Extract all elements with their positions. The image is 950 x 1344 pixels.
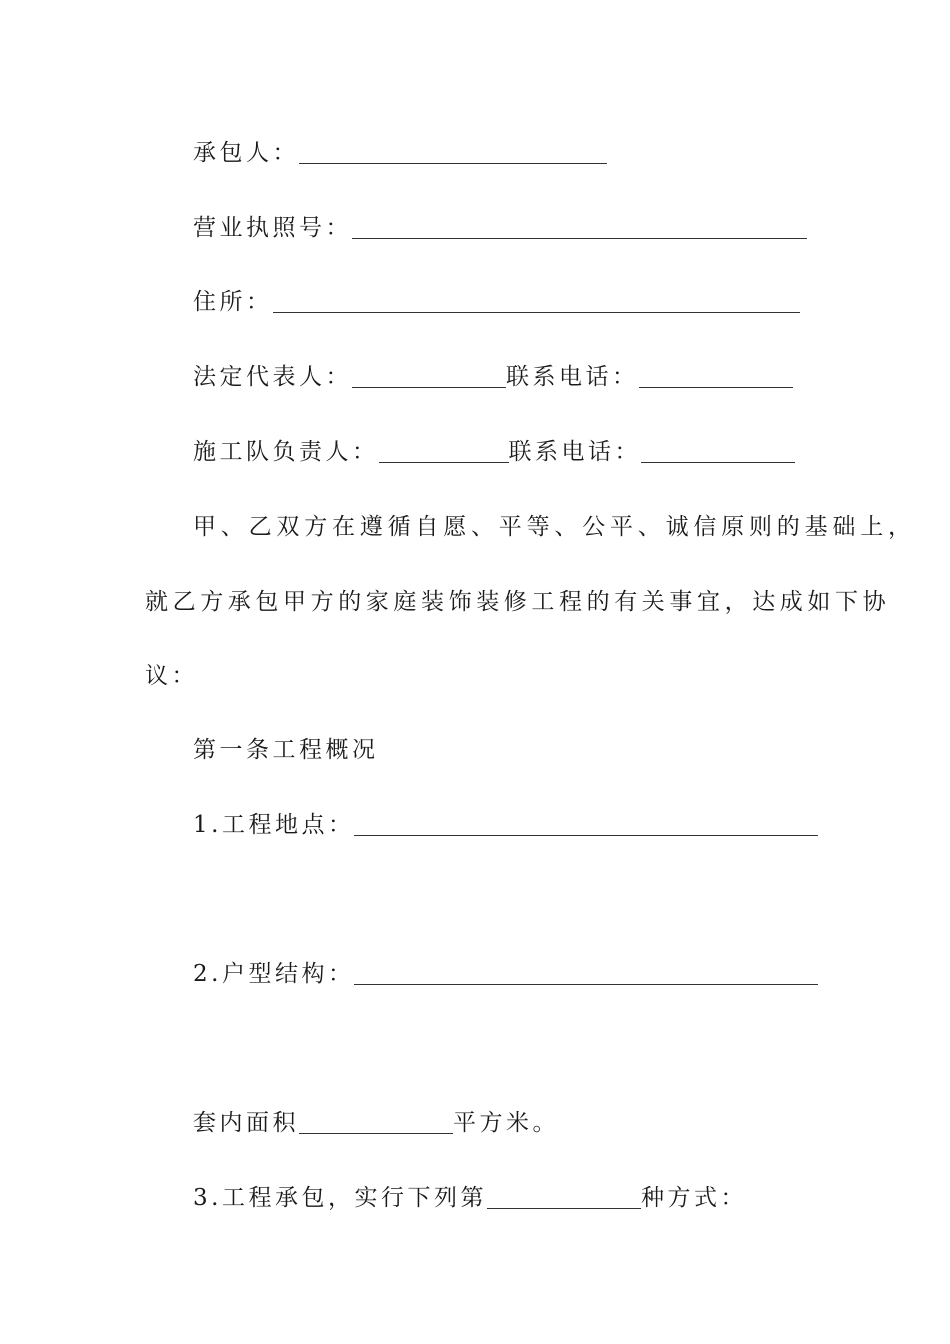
legal-rep-phone-label: 联系电话： xyxy=(506,364,639,390)
method-suffix: 种方式： xyxy=(640,1185,747,1211)
address-field[interactable] xyxy=(273,292,800,313)
team-leader-field[interactable] xyxy=(379,442,509,463)
area-line xyxy=(193,1108,559,1138)
legal-rep-field[interactable] xyxy=(352,367,506,388)
area-label: 套内面积 xyxy=(193,1110,299,1136)
layout-line xyxy=(193,959,818,989)
location-line xyxy=(193,810,818,840)
layout-label: 2.户型结构： xyxy=(193,961,355,987)
location-label: 1.工程地点： xyxy=(193,812,355,838)
license-label: 营业执照号： xyxy=(193,215,352,241)
preamble-line-1: 甲、乙双方在遵循自愿、平等、公平、诚信原则的基础上， xyxy=(193,514,916,540)
method-field[interactable] xyxy=(487,1188,641,1209)
area-unit: 平方米。 xyxy=(453,1110,559,1136)
address-line xyxy=(193,287,800,317)
legal-rep-label: 法定代表人： xyxy=(193,364,352,390)
team-leader-phone-field[interactable] xyxy=(641,442,795,463)
legal-rep-phone-field[interactable] xyxy=(639,367,793,388)
contractor-line xyxy=(193,138,607,168)
address-label: 住所： xyxy=(193,289,273,315)
method-label: 3.工程承包，实行下列第 xyxy=(193,1185,487,1211)
location-field[interactable] xyxy=(354,815,818,836)
method-line xyxy=(193,1183,747,1213)
area-field[interactable] xyxy=(299,1113,453,1134)
team-leader-phone-label: 联系电话： xyxy=(508,439,641,465)
license-line xyxy=(193,213,807,243)
contractor-field[interactable] xyxy=(299,143,607,164)
preamble-line-2: 就乙方承包甲方的家庭装饰装修工程的有关事宜，达成如下协 xyxy=(145,589,891,615)
team-leader-line xyxy=(193,437,795,467)
layout-field[interactable] xyxy=(354,964,818,985)
contractor-label: 承包人： xyxy=(193,140,299,166)
legal-rep-line xyxy=(193,362,793,392)
preamble-line-3: 议： xyxy=(145,663,198,689)
team-leader-label: 施工队负责人： xyxy=(193,439,379,465)
license-field[interactable] xyxy=(352,218,807,239)
article-1-heading: 第一条工程概况 xyxy=(193,737,379,763)
